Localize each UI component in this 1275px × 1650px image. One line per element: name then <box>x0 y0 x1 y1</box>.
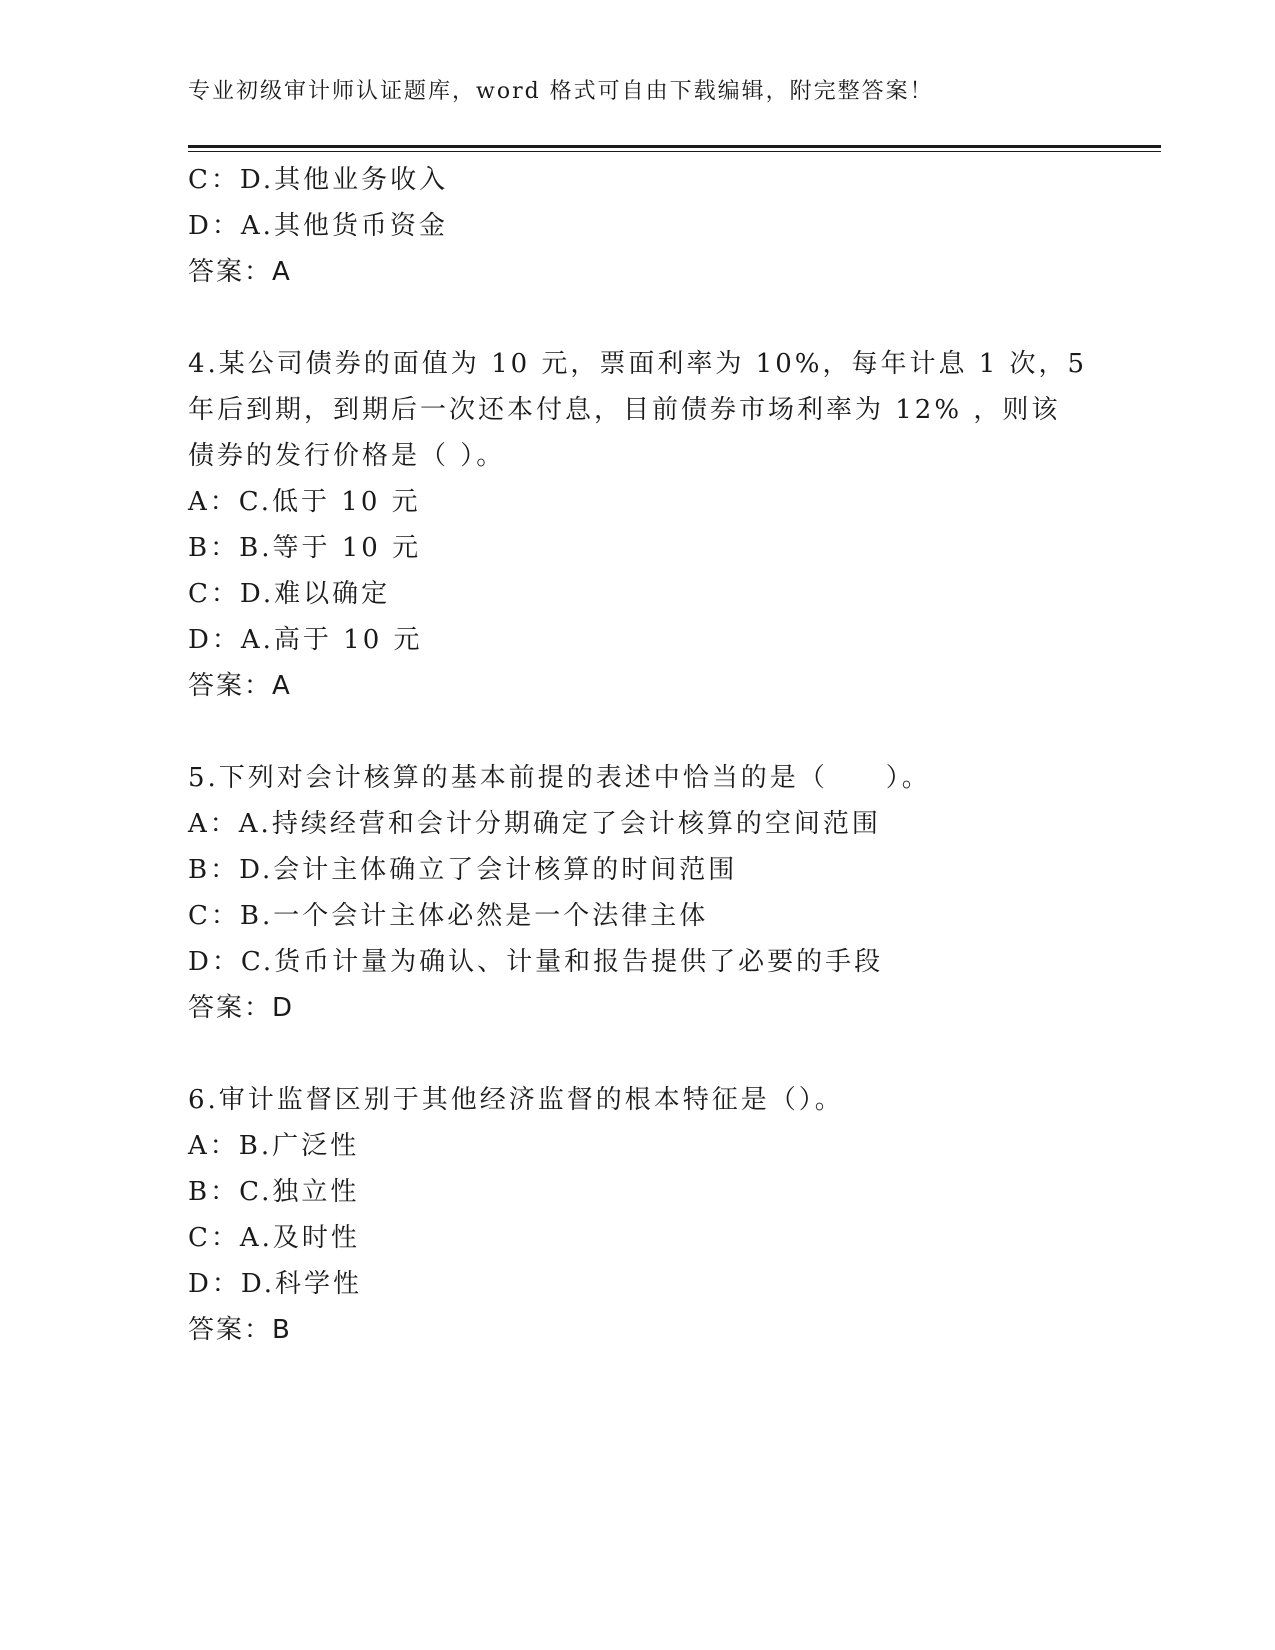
option-line: B：C.独立性 <box>188 1177 360 1207</box>
answer-line: 答案：D <box>188 993 295 1023</box>
question-stem: 6.审计监督区别于其他经济监督的根本特征是（）。 <box>188 1085 844 1115</box>
document-content <box>188 157 1088 1353</box>
option-line: D：A.其他货币资金 <box>188 211 448 241</box>
question-stem: 4.某公司债券的面值为 10 元，票面利率为 10%，每年计息 1 次，5 年后到期，到期后一次还本付息，目前债券市场利率为 12% ，则该债券的发行价格是（ ）。 <box>188 349 1088 471</box>
answer-line: 答案：B <box>188 1315 292 1345</box>
question-5 <box>188 755 1088 1031</box>
option-line: A：C.低于 10 元 <box>188 487 421 517</box>
option-line: C：B.一个会计主体必然是一个法律主体 <box>188 901 709 931</box>
option-line: A：A.持续经营和会计分期确定了会计核算的空间范围 <box>188 809 881 839</box>
option-line: D：A.高于 10 元 <box>188 625 423 655</box>
header-rule-thick <box>188 145 1161 148</box>
option-line: D：D.科学性 <box>188 1269 363 1299</box>
option-line: C：A.及时性 <box>188 1223 360 1253</box>
answer-line: 答案：A <box>188 671 292 701</box>
option-line: B：B.等于 10 元 <box>188 533 422 563</box>
question-stem: 5.下列对会计核算的基本前提的表述中恰当的是（ ）。 <box>188 763 931 793</box>
answer-line: 答案：A <box>188 257 292 287</box>
header-rule-thin <box>188 151 1161 152</box>
carryover-block <box>188 157 1088 295</box>
option-line: B：D.会计主体确立了会计核算的时间范围 <box>188 855 738 885</box>
header-note: 专业初级审计师认证题库，word 格式可自由下载编辑，附完整答案！ <box>188 79 934 104</box>
question-6 <box>188 1077 1088 1353</box>
question-4 <box>188 341 1088 709</box>
option-line: D：C.货币计量为确认、计量和报告提供了必要的手段 <box>188 947 884 977</box>
option-line: C：D.难以确定 <box>188 579 391 609</box>
option-line: C：D.其他业务收入 <box>188 165 449 195</box>
option-line: A：B.广泛性 <box>188 1131 360 1161</box>
